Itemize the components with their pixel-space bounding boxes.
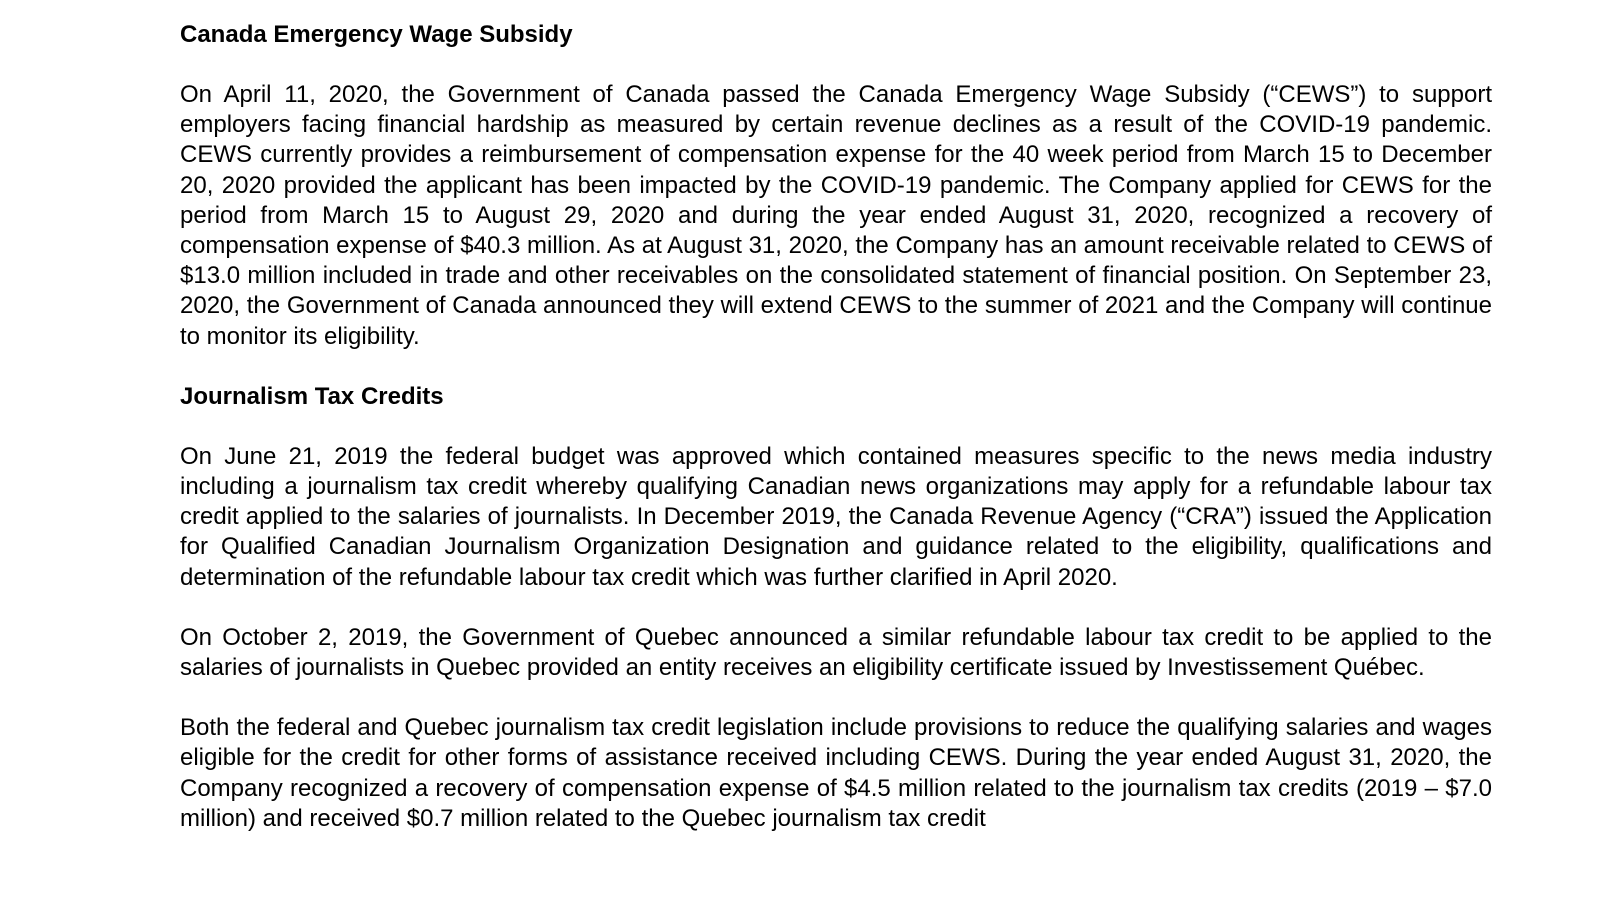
section-heading-journalism: Journalism Tax Credits xyxy=(180,382,444,410)
section-cews xyxy=(180,20,1492,352)
paragraph-combined-legislation: Both the federal and Quebec journalism tax credit legislation include provisions to reduce the qualifying salaries and wages eligible for the credit for other forms of assistance received including CEWS. During the year ended August 31, 2020, the Company recognized a recovery of compensation expense of $4.5 million related to the journalism tax credits (2019 – $7.0 million) and received $0.7 million related to the Quebec journalism tax credit xyxy=(180,714,1492,832)
paragraph-cews: On April 11, 2020, the Government of Canada passed the Canada Emergency Wage Subsidy (“CEWS”) to support employers facing financial hardship as measured by certain revenue declines as a result of the COVID-19 pandemic. CEWS currently provides a reimbursement of compensation expense for the 40 week period from March 15 to December 20, 2020 provided the applicant has been impacted by the COVID-19 pandemic. The Company applied for CEWS for the period from March 15 to August 29, 2020 and during the year ended August 31, 2020, recognized a recovery of compensation expense of $40.3 million. As at August 31, 2020, the Company has an amount receivable related to CEWS of $13.0 million included in trade and other receivables on the consolidated statement of financial position. On September 23, 2020, the Government of Canada announced they will extend CEWS to the summer of 2021 and the Company will continue to monitor its eligibility. xyxy=(180,81,1492,350)
paragraph-quebec-credit: On October 2, 2019, the Government of Quebec announced a similar refundable labour tax credit to be applied to the salaries of journalists in Quebec provided an entity receives an eligibility certificate issued by Investissement Québec. xyxy=(180,623,1492,682)
section-heading-cews: Canada Emergency Wage Subsidy xyxy=(180,21,573,48)
paragraph-federal-budget: On June 21, 2019 the federal budget was approved which contained measures specific to the news media industry including a journalism tax credit whereby qualifying Canadian news organizations may apply for a refundable labour tax credit applied to the salaries of journalists. In December 2019, the Canada Revenue Agency (“CRA”) issued the Application for Qualified Canadian Journalism Organization Designation and guidance related to the eligibility, qualifications and determination of the refundable labour tax credit which was further clarified in April 2020. xyxy=(180,442,1492,591)
section-journalism-tax-credits xyxy=(180,382,1492,834)
document-page xyxy=(180,20,1492,834)
